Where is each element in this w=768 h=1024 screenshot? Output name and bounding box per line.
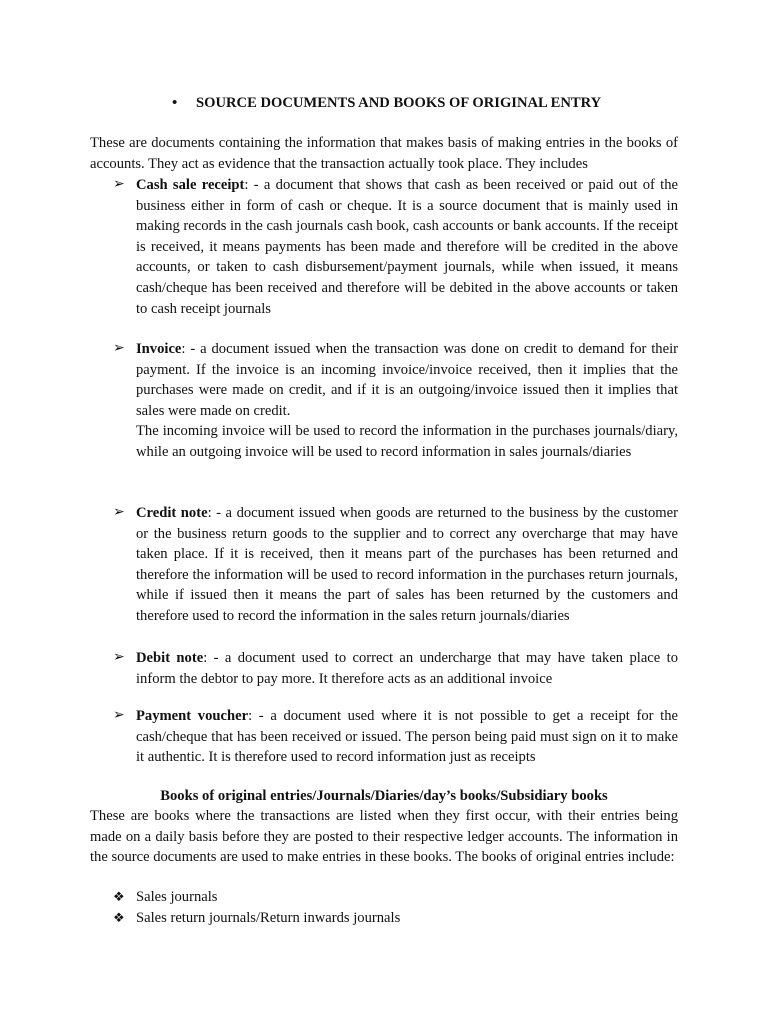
intro-paragraph: These are documents containing the information that makes basis of making entries in the books of accounts. They act as evidence that the transaction actually took place. They includes [90, 135, 678, 172]
list-item-invoice [113, 339, 678, 463]
arrow-bullet-icon: ➢ [113, 650, 125, 665]
diamond-bullet-icon: ❖ [113, 909, 125, 925]
title-text: SOURCE DOCUMENTS AND BOOKS OF ORIGINAL ENTRY [196, 95, 602, 111]
document-title [172, 93, 692, 113]
list-item-debit-note [113, 648, 678, 689]
item-text: : - a document issued when goods are returned to the business by the customer or the business return goods to the supplier and to correct any overcharge that may have taken place. If it is received, then it means part of the purchases has been returned and therefore the information will be used to record information in the purchases return journals, while if issued then it means the part of sales has been returned by the customers and therefore used to record the information in the sales return journals/diaries [136, 505, 678, 624]
title-bullet: • [172, 95, 178, 111]
book-name: Sales return journals/Return inwards journals [136, 909, 401, 926]
books-heading: Books of original entries/Journals/Diaries/day’s books/Subsidiary books [160, 788, 608, 804]
arrow-bullet-icon: ➢ [113, 177, 125, 192]
list-item [113, 887, 400, 908]
arrow-bullet-icon: ➢ [113, 505, 125, 520]
item-text: : - a document used where it is not possible to get a receipt for the cash/cheque that has been received or issued. The person being paid must sign on it to make it authentic. It is therefore used to record information just as receipts [136, 708, 678, 766]
list-item [113, 908, 400, 929]
books-intro-paragraph: These are books where the transactions are listed when they first occur, with their entries being made on a daily basis before they are posted to their respective ledger accounts. The information in the source documents are used to make entries in these books. The books of original entries include: [90, 808, 678, 866]
item-term: Payment voucher [136, 708, 249, 724]
item-term: Debit note [136, 650, 204, 666]
arrow-bullet-icon: ➢ [113, 708, 125, 723]
diamond-bullet-icon: ❖ [113, 889, 125, 904]
arrow-bullet-icon: ➢ [113, 341, 125, 356]
item-term: Credit note [136, 505, 208, 521]
list-item-credit-note [113, 503, 678, 627]
item-extra-text: The incoming invoice will be used to record the information in the purchases journals/diary, while an outgoing invoice will be used to record information in sales journals/diaries [136, 423, 678, 460]
item-text: : - a document that shows that cash as been received or paid out of the business either in form of cash or cheque. It is a source document that is mainly used in making records in the cash journals cash book, cash accounts or bank accounts. If the receipt is received, it means payments has been made and therefore will be credited in the above accounts, or taken to cash disbursement/payment journals, while when issued, it means cash/cheque has been received and therefore will be debited in the above accounts or taken to cash receipt journals [136, 177, 678, 317]
item-text: : - a document issued when the transaction was done on credit to demand for their payment. If the invoice is an incoming invoice/invoice received, then it implies that the purchases were made on credit, and if it is an outgoing/invoice issued then it implies that sales were made on credit. [136, 341, 678, 419]
books-list [113, 887, 400, 928]
list-item-cash-sale-receipt [113, 175, 678, 319]
item-term: Cash sale receipt [136, 177, 245, 193]
item-term: Invoice [136, 341, 182, 357]
book-name: Sales journals [136, 889, 218, 905]
item-text: : - a document used to correct an undercharge that may have taken place to inform the debtor to pay more. It therefore acts as an additional invoice [136, 650, 678, 687]
list-item-payment-voucher [113, 706, 678, 768]
